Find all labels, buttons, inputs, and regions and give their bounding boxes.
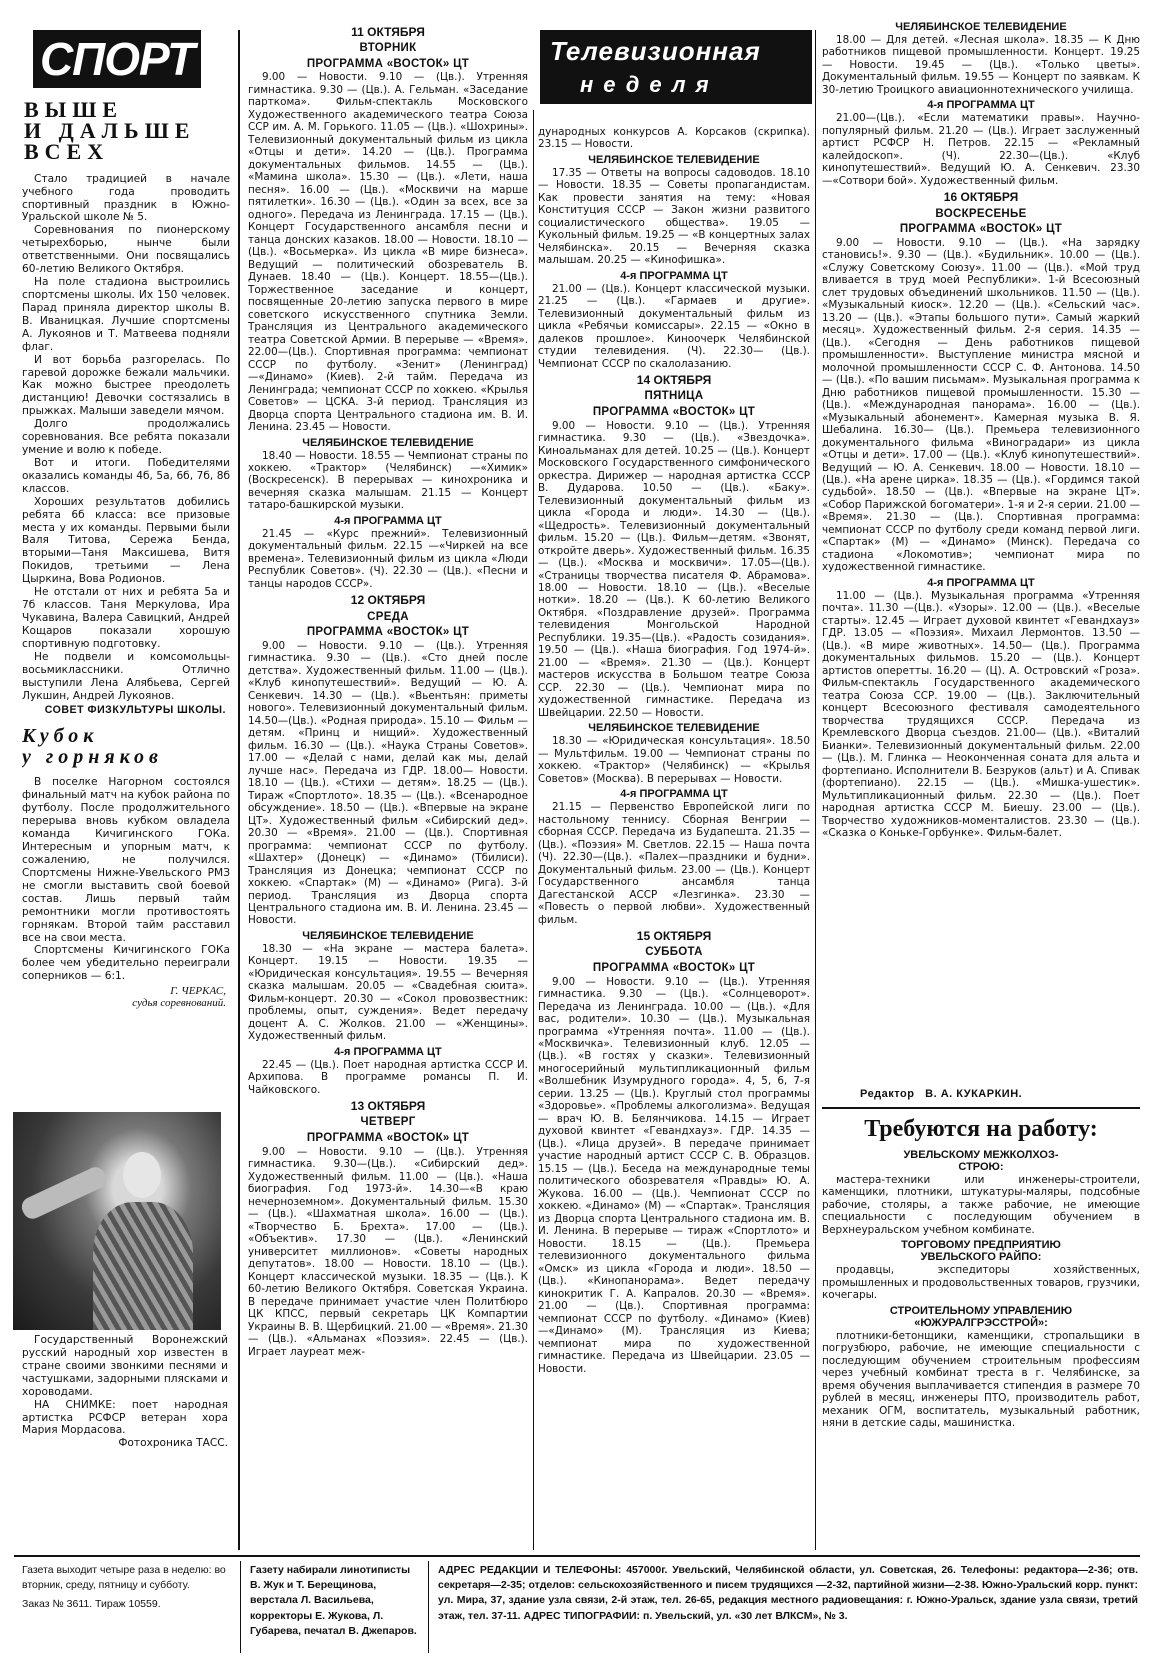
tv-column-3 (538, 126, 810, 1550)
ad-heading: СТРОИТЕЛЬНОМУ УПРАВЛЕНИЮ «ЮЖУРАЛГРЭССТРОЙ»: (889, 1304, 1073, 1329)
date-heading: 11 ОКТЯБРЯ (351, 25, 425, 39)
schedule-text: 22.45 — (Цв.). Поет народная артистка СССР И. Архипова. В программе романсы П. И. Чайковского. (248, 1058, 528, 1096)
schedule-text: 11.00 — (Цв.). Музыкальная программа «Утренняя почта». 11.30 —(Цв.). «Узоры». 12.00 — (Цв.). «Веселые старты». 12.45 — Играет духовой квинтет «Гевандхауз» ГДР. 13.05 — «Поэзия». Михаил Лермонтов. 13.50 — (Цв.). «В мире животных». 14.50— (Цв.). Программа документальных фильмов. 15.20 — (Цв.). Концерт артистов оперетты. 16.20 — (Ц). А. Островский «Гроза». Фильм-спектакль Государственного академического театра Союза ССР. 19.00 — (Цв.). Заключительный концерт Всесоюзного фестиваля самодеятельного творчества трудящихся СССР. Передача из Кремлевского Дворца съездов. 21.00— (Цв.). «Виталий Бианки». Телевизионный документальный фильм. 22.00 — (Цв.). М. Глинка — Неоконченная соната для альта и фортепиано. Исполнители В. Безруков (альт) и А. Спивак (фортепиано). 22.15 — (Цв.). «Мишка-ушестик». Мультипликационный фильм. 22.30 — (Цв.). Поет народная артистка СССР М. Биешу. 23.00 — (Цв.). Творчество художников-моменталистов. 23.30 — (Цв.). «Сказка о Коньке-Горбунке». Фильм-балет. (822, 589, 1140, 840)
weekday-heading: ЧЕТВЕРГ (360, 1116, 416, 1129)
paragraph: Вот и итоги. Победителями оказались команды 4б, 5а, 6б, 7б, 8б классов. (22, 456, 230, 495)
paragraph: Соревнования по пионерскому четырехборью, нынче были ответственными. Они посвящались 60-летию Великого Октября. (22, 224, 230, 276)
article-signature: СОВЕТ ФИЗКУЛЬТУРЫ ШКОЛЫ. (44, 704, 226, 717)
weekday-heading: ВОСКРЕСЕНЬЕ (935, 207, 1027, 220)
channel-heading: 4-я ПРОГРАММА ЦТ (927, 99, 1035, 112)
channel-heading: ЧЕЛЯБИНСКОЕ ТЕЛЕВИДЕНИЕ (588, 722, 760, 735)
program-heading: ПРОГРАММА «ВОСТОК» ЦТ (592, 961, 756, 974)
schedule-text: 21.45 — «Курс прежний». Телевизионный документальный фильм. 22.15 —«Чиркей на все времена». Телевизионный фильм из цикла «Люди Республик Советов». (Ч). 22.30 — (Цв.). «Песни и танцы народов СССР». (248, 527, 528, 590)
channel-heading: 4-я ПРОГРАММА ЦТ (620, 269, 728, 282)
tv-column-2 (248, 22, 528, 1550)
schedule-text: 9.00 — Новости. 9.10 — (Цв.). Утренняя гимнастика. 9.30—(Цв.). «Сибирский дед». Художественный фильм. 11.00 — (Цв.). «Наша биография. Год 1973-й». 14.30—«В краю нечерноземном». Документальный фильм. 15.30 — (Цв.). «Шахматная школа». 16.00 — (Цв.). «Творчество Б. Брехта». 17.00 — (Цв.). «Объектив». 17.30 — (Цв.). «Ленинский университет миллионов». «Советы народных депутатов». 18.00 — Новости. 18.10 — (Цв.). Концерт классической музыки. 18.35 — (Цв.). К 60-летию Великого Октября. Советская Украина. В передаче принимает участие член Политбюро ЦК КПСС, первый секретарь ЦК Компартии Украины В. В. Щербицкий. 21.00 — «Время». 21.30 — (Цв.). «Альманах «Поэзия». 22.45 — (Цв.). Играет лауреат меж- (248, 1145, 528, 1358)
channel-heading: ЧЕЛЯБИНСКОЕ ТЕЛЕВИДЕНИЕ (895, 21, 1067, 33)
paragraph: Не подвели и комсомольцы-восьмиклассники. Отлично выступили Лена Алябьева, Сергей Лукшин, Андрей Лукоянов. (22, 650, 230, 702)
program-heading: ПРОГРАММА «ВОСТОК» ЦТ (306, 626, 470, 639)
caption-text: НА СНИМКЕ: поет народная артистка РСФСР ветеран хора Мария Мордасова. (22, 1398, 228, 1437)
caption-text: Государственный Воронежский русский народный хор известен в стране своими звонкими песнями и частушками, задорными плясками и хороводами. (22, 1334, 228, 1398)
ad-text: продавцы, экспедиторы хозяйственных, промышленных и продовольственных товаров, грузчики, кочегары. (822, 1264, 1140, 1302)
article-signature: Г. ЧЕРКАС, судья соревнований. (132, 985, 226, 1010)
date-heading: 13 ОКТЯБРЯ (350, 1099, 426, 1114)
ads-title: Требуются на работу: (864, 1116, 1098, 1142)
date-heading: 15 ОКТЯБРЯ (636, 929, 712, 944)
editorial-address: АДРЕС РЕДАКЦИИ И ТЕЛЕФОНЫ: 457000г. Увельский, Челябинской области, ул. Советская, 26. Телефоны: редактора—2-36; отв. секретаря—2-35; отделов: сельскохозяйственного и писем трудящихся —2-32, партийной жизни—2-38. Южно-Уральский корр. пункт: ул. Мира, 37, здание узла связи, 2-й этаж, тел. 26-65, редакция местного радиовещания: г. Южно-Уральск, здание узла связи, третий этаж, тел. 37-11. АДРЕС ТИПОГРАФИИ: п. Увельский, ул. «30 лет ВЛКСМ», № 3. (438, 1564, 1138, 1622)
channel-heading: ЧЕЛЯБИНСКОЕ ТЕЛЕВИДЕНИЕ (302, 929, 474, 942)
schedule-text: дународных конкурсов А. Корсаков (скрипка). 23.15 — Новости. (538, 126, 810, 151)
section-divider (822, 1107, 1140, 1109)
imprint-footer (14, 1555, 1140, 1657)
photo-credit: Фотохроника ТАСС. (118, 1437, 228, 1450)
article-body (22, 173, 230, 703)
weekday-heading: СРЕДА (367, 610, 409, 623)
column-divider (238, 30, 240, 1550)
schedule-text: 9.00 — Новости. 9.10 — (Цв.). Утренняя гимнастика. 9.30 — (Цв.). «Звездочка». Киноальманах для детей. 10.25 — (Цв.). Концерт Московского Государственного симфонического оркестра. Дирижер — народная артистка СССР В. Дударова. 10.50 — (Цв.). «Баку». Телевизионный документальный фильм из цикла «Города и люди». 14.30 — (Цв.). «Щедрость». Телевизионный документальный фильм. 15.20 — (Цв.). Фильм—детям. «Звонят, откройте дверь». Художественный фильм. 16.35 — (Цв.). «Москва и москвичи». 17.05—(Цв.). «Страницы творчества писателя Ф. Абрамова». 18.00 — Новости. 18.10 — (Цв.). «Веселые нотки». 18.20 — (Цв.). К 60-летию Великого Октября. «Поздравление друзей». Программа телевидения Монгольской Народной Республики. 19.35—(Цв.). «Радость созидания». 19.50 — (Цв.). «Наша биография. Год 1974-й». 21.00 — «Время». 21.30 — (Цв.). Концерт мастеров искусства в Большом театре Союза ССР. 22.30 — (Цв.). Чемпионат мира по художественной гимнастике. Передача из Швейцарии. 22.50 — Новости. (538, 419, 810, 719)
sport-section-logo: СПОРТ (33, 30, 201, 88)
choir-singer-photo (13, 1112, 221, 1330)
date-heading: 16 ОКТЯБРЯ (943, 190, 1019, 205)
paragraph: Хороших результатов добились ребята 6б класса: все призовые места у их команды. Первыми были Валя Титова, Сережа Бенда, вторыми—Таня Максишева, Витя Покидов, третьими — Лена Цыркина, Вова Родионов. (22, 495, 230, 586)
weekday-heading: СУББОТА (645, 946, 703, 959)
paragraph: И вот борьба разгорелась. По гаревой дорожке бежали мальчики. Как можно быстрее преодолеть дистанцию! Девочки состязались в прыжках. Малыши заведели мячом. (22, 353, 230, 418)
tv-week-logo (540, 30, 812, 104)
schedule-text: 21.00—(Цв.). «Если математики правы». Научно-популярный фильм. 21.20 — (Цв.). Играет заслуженный артист РСФСР Н. Петров. 22.15 — «Рекламный калейдоскоп». (Ч). 22.30—(Цв.). «Клуб кинопутешествий». Ведущий Ю. А. Сенкевич. 23.30 —«Сотвори бой». Художественный фильм. (822, 112, 1140, 187)
tv-column-4 (822, 18, 1140, 1088)
print-run: Заказ № 3611. Тираж 10559. (22, 1598, 161, 1611)
photo-detail (19, 1164, 110, 1222)
job-ads (822, 1112, 1140, 1552)
paragraph: Долго продолжались соревнования. Все ребята показали умение и волю к победе. (22, 418, 230, 457)
column-divider (815, 30, 816, 1550)
ad-heading: ТОРГОВОМУ ПРЕДПРИЯТИЮ УВЕЛЬСКОГО РАЙПО: (901, 1239, 1061, 1264)
photo-detail (93, 1202, 193, 1330)
column-divider (533, 110, 534, 1550)
channel-heading: 4-я ПРОГРАММА ЦТ (927, 576, 1035, 589)
photo-caption (22, 1334, 228, 1534)
schedule-text: 21.00 — (Цв.). Концерт классической музыки. 21.25 — (Цв.). «Гармаев и другие». Телевизионный документальный фильм из цикла «Ребячьи комиссары». 22.15 — «Окно в далеков прошлое». Киноочерк Челябинской студии телевидения. (Ч). 22.30— (Цв.). Чемпионат СССР по скалолазанию. (538, 282, 810, 370)
typesetters-credit: Газету набирали линотиписты В. Жук и Т. Берещинова, верстала Л. Васильева, корректоры Е. Жукова, Л. Губарева, печатал В. Джепаров. (250, 1564, 417, 1637)
schedule-text: 9.00 — Новости. 9.10 — (Цв.). «На зарядку становись!». 9.30 — (Цв.). «Будильник». 10.00 — (Цв.). «Служу Советскому Союзу». 11.00 — (Цв.). «Мой труд вливается в труд моей Республики». 1-й Всесоюзный слет трудовых объединений школьников. 11.50 — (Цв.). «Музыкальный киоск». 12.20 — (Цв.). «Сельский час». 13.20 — (Цв.). «Этапы большого пути». Самый жаркий месяц». Художественный фильм. 2-я серия. 14.35 — (Цв.). «Сегодня — День работников пищевой промышленности». Выступление министра мясной и молочной промышленности СССР С. Ф. Антонова. 14.50 — (Цв.). «По вашим письмам». Музыкальная программа к Дню работников пищевой промышленности. 15.30 — (Цв.). «Международная панорама». 16.00 — (Цв.). «Музыкальный абонемент». Камерная музыка В. Я. Шебалина. 16.30— (Цв.). Премьера телевизионного документального фильма «Виноградари» из цикла «Отцы и дети». 17.00 — (Цв.). «Клуб кинопутешествий». Ведущий — Ю. А. Сенкевич. 18.00 — Новости. 18.10 — (Цв.). «На арене цирка». 18.35 — (Цв.). «Гордимся такой судьбой». 18.50 — (Цв.). «Впервые на экране ЦТ». «Собор Парижской богоматери». 1-я и 2-я серии. 21.00 — «Время». 21.30 — (Цв.). Спортивная программа: чемпионат СССР по футболу среди команд первой лиги. «Спартак» (М) — «Динамо» (Минск). Передача со стадиона «Локомотив»; чемпионат мира по художественной гимнастике. (822, 236, 1140, 574)
schedule-text: 9.00 — Новости. 9.10 — (Цв.). Утренняя гимнастика. 9.30 — (Цв.). «Сто дней после детства». Художественный фильм. 11.00 — (Цв.). «Клуб кинопутешествий». Ведущий — Ю. А. Сенкевич. 14.30 — (Цв.). «Вьентьян: приметы нового». Телевизионный документальный фильм. 14.50—(Цв.). «Родная природа». 15.10 — Фильм — детям. «Принц и нищий». Художественный фильм. 16.30 — (Цв.). «Наука Страны Советов». 17.00 — «Делай с нами, делай как мы, делай лучше нас». Передача из ГДР. 18.00— Новости. 18.10 — (Цв.). «Стихи — детям». 18.25 — (Цв.). Тираж «Спортлото». 18.35 — (Цв.). «Всенародное обсуждение». 18.50 — (Цв.). «Впервые на экране ЦТ». Художественный фильм «Сибирский дед». 20.30 — «Время». 21.00 — (Цв.). Спортивная программа: чемпионат СССР по футболу. «Шахтер» (Донецк) — «Динамо» (Тбилиси). Трансляция из Донецка; чемпионат СССР по хоккею. «Спартак» (М) — «Динамо» (Рига). 3-й период. Трансляция из Дворца спорта Центрального стадиона им. В. И. Ленина. 23.45 — Новости. (248, 639, 528, 927)
schedule-text: 21.15 — Первенство Европейской лиги по настольному теннису. Сборная Венгрии — сборная СССР. Передача из Будапешта. 21.35 — (Цв.). «Поэзия» М. Светлов. 22.15 — Наша почта (Ч). 22.30—(Цв.). «Палех—праздники и будни». Документальный фильм. 23.00 — (Цв.). Концерт Государственного ансамбля танца Дагестанской АССР «Лезгинка». 23.30 — «Повесть о первой любви». Художественный фильм. (538, 801, 810, 926)
ad-text: плотники-бетонщики, каменщики, стропальщики в погрузбюро, рабочие, не имеющие специальности с последующим обучением строительным профессиям через учебный комбинат треста в г. Челябинске, за время обучения выплачивается стипендия в размере 70 рублей в месяц, инженеры ПТО, производитель работ, механик ОГМ, воспитатель, музыкальный работник, няни в детские сады, машинистка. (822, 1329, 1140, 1430)
tv-week-logo-line2: неделя (580, 72, 719, 97)
weekday-heading: ПЯТНИЦА (644, 390, 704, 403)
program-heading: ПРОГРАММА «ВОСТОК» ЦТ (899, 223, 1063, 236)
paragraph: На поле стадиона выстроились спортсмены школы. Их 150 человек. Парад приняла директор школы В. В. Иваницкая. Лучшие спортсмены А. Лукоянов и Т. Матвеева подняли флаг. (22, 276, 230, 353)
publication-schedule (22, 1557, 232, 1663)
footer-divider (428, 1561, 429, 1653)
channel-heading: ЧЕЛЯБИНСКОЕ ТЕЛЕВИДЕНИЕ (302, 436, 474, 449)
paragraph: Не отстали от них и ребята 5а и 7б классов. Таня Меркулова, Ира Чукавина, Валера Савицкий, Андрей Кощаров показали хорошую спортивную подготовку. (22, 586, 230, 650)
ad-heading: УВЕЛЬСКОМУ МЕЖКОЛХОЗ- СТРОЮ: (903, 1149, 1059, 1173)
article-headline: ВЫШЕ И ДАЛЬШЕ ВСЕХ (24, 97, 196, 164)
article-body (22, 776, 230, 983)
ad-text: мастера-техники или инженеры-строители, каменщики, плотники, штукатуры-маляры, подсобные рабочие, столяры, а также рабочие, не имеющие специальности с последующим обучением в Верхнеуральском учебном комбинате. (822, 1174, 1140, 1236)
program-heading: ПРОГРАММА «ВОСТОК» ЦТ (306, 57, 470, 70)
channel-heading: ЧЕЛЯБИНСКОЕ ТЕЛЕВИДЕНИЕ (588, 153, 760, 166)
article-headline: Кубок у горняков (22, 725, 163, 769)
paragraph: Спортсмены Кичигинского ГОКа более чем убедительно переиграли соперников — 6:1. (22, 944, 230, 983)
footer-divider (240, 1561, 241, 1653)
schedule-text: 18.00 — Для детей. «Лесная школа». 18.35 — К Дню работников пищевой промышленности. Концерт. 19.25 — Новости. 19.45 — (Цв.). «Только цветы». Документальный фильм. 19.55 — Концерт по заявкам. К 30-летию Троицкого авиационнотехнического училища. (822, 34, 1140, 96)
tv-week-logo-line1: Телевизионная (550, 36, 761, 66)
date-heading: 14 ОКТЯБРЯ (636, 373, 712, 388)
channel-heading: 4-я ПРОГРАММА ЦТ (334, 514, 442, 527)
paragraph: Стало традицией в начале учебного года проводить спортивный праздник в Южно-Уральской школе № 5. (22, 172, 230, 224)
editor-line: Редактор В. А. КУКАРКИН. (860, 1088, 1023, 1100)
sport-column (22, 96, 230, 1111)
date-heading: 12 ОКТЯБРЯ (350, 593, 426, 608)
schedule-text: 9.00 — Новости. 9.10 — (Цв.). Утренняя гимнастика. 9.30 — (Цв.). «Солнцеворот». Передача из Ленинграда. 10.00 — (Цв.). «Для вас, родители». 10.30 — (Цв.). Музыкальная программа «Утренняя почта». 11.00 — (Цв.). «Москвичка». Телевизионный клуб. 12.05 — (Цв.). «В гостях у сказки». Телевизионный многосерийный мультипликационный фильм «Волшебник Изумрудного города». 4, 5, 6, 7-я серии. 13.25 — (Цв.). Круглый стол программы «Здоровье». «Проблемы алкоголизма». Ведущая — врач Ю. В. Белянчикова. 14.15 — Играет духовой квинтет «Гевандхауз». ГДР. 14.35 — (Цв.). «Лица друзей». В передаче принимает участие народный артист СССР С. В. Образцов. 15.15 — (Цв.). Беседа на международные темы политического обозревателя «Правды» Ю. А. Жукова. 16.00 — (Цв.). Чемпионат СССР по хоккею. «Динамо» (М) — «Спартак». Трансляция из Дворца спорта Центрального стадиона им. В. И. Ленина. В перерыве — тираж «Спортлото» и Новости. 18.15 — (Цв.). Премьера телевизионного документального фильма «Омск» из цикла «Города и люди». 18.50 — (Цв.). «Кинопанорама». Ведет передачу кинокритик Г. А. Капралов. 20.30 — «Время». 21.00 — (Цв.). Спортивная программа: чемпионат СССР по футболу. «Динамо» (Киев)—«Динамо» (М). Трансляция из Киева; чемпионат мира по художественной гимнастике. Передача из Швейцарии. 23.05 — Новости. (538, 975, 810, 1375)
program-heading: ПРОГРАММА «ВОСТОК» ЦТ (306, 1132, 470, 1145)
schedule-text: 18.30 — «На экране — мастера балета». Концерт. 19.15 — Новости. 19.35 — «Юридическая консультация». 19.55 — Вечерняя сказка малышам. 20.05 — «Свадебная сюита». Фильм-концерт. 20.30 — «Сокол провозвестник: проблемы, опыт, суждения». Ведет передачу доцент А. С. Жолков. 21.00 — «Женщины». Художественный фильм. (248, 942, 528, 1043)
schedule-text: 18.30 — «Юридическая консультация». 18.50 — Мультфильм. 19.00 — Чемпионат страны по хоккею. «Трактор» (Челябинск) — «Крылья Советов» (Москва). В перерывах — Новости. (538, 735, 810, 785)
channel-heading: 4-я ПРОГРАММА ЦТ (620, 788, 728, 801)
schedule-note: Газета выходит четыре раза в неделю: во вторник, среду, пятницу и субботу. (22, 1564, 226, 1592)
weekday-heading: ВТОРНИК (359, 42, 417, 55)
paragraph: В поселке Нагорном состоялся финальный матч на кубок района по футболу. После продолжительного перерыва вновь кубком овладела команда Кичигинского ГОКа. Интересным и упорным матч, к сожалению, не получился. Спортсмены Нижне-Увельского РМЗ не смогли выставить свой боевой состав. Лишь первый тайм ремонтники могли противостоять горнякам. Второй тайм расставил все на свои места. (22, 776, 230, 944)
schedule-text: 17.35 — Ответы на вопросы садоводов. 18.10 — Новости. 18.35 — Советы пропагандистам. Как провести занятия на тему: «Новая Конституция СССР — Закон жизни развитого социалистического общества». 19.05 — Кукольный фильм. 19.25 — «В концертных залах Челябинска». 20.15 — Вечерняя сказка малышам. 20.25 — «Кинофишка». (538, 166, 810, 267)
schedule-text: 18.40 — Новости. 18.55 — Чемпионат страны по хоккею. «Трактор» (Челябинск) —«Химик» (Воскресенск). В перерывах — кинохроника и вечерняя сказка малышам. 21.15 — Концерт татаро-башкирской музыки. (248, 449, 528, 512)
photo-detail (123, 1152, 161, 1198)
schedule-text: 9.00 — Новости. 9.10 — (Цв.). Утренняя гимнастика. 9.30 — (Цв.). А. Гельман. «Заседание парткома». Фильм-спектакль Московского Художественного академического театра Союза ССР им. А. М. Горького. 11.05 — (Цв.). «Шохрины». Телевизионный документальный фильм из цикла «Отцы и дети». 14.20 — (Цв.). Программа документальных фильмов. 14.55 — (Цв.). «Мамина школа». 15.30 — (Цв.). «Лети, наша песня». 16.00 — (Цв.). «Москвичи на марше пятилетки». 16.30 — (Цв.). «Один за всех, все за одного». Передача из Ленинграда. 17.15 — (Цв.). Концерт Государственного ансамбля песни и танца донских казаков. 18.00 — Новости. 18.10 — (Цв.). «Восьмерка». Из цикла «В мире бизнеса». Ведущий — политический обозреватель В. Дунаев. 18.40 — (Цв.). Концерт. 18.55—(Цв.). Торжественное заседание и концерт, посвященные 20-летию запуска первого в мире советского искусственного спутника Земли. Трансляция из Центрального академического театра Советской Армии. В перерыве — «Время». 22.00—(Цв.). Спортивная программа: чемпионат СССР по футболу. «Зенит» (Ленинград)—«Динамо» (Киев). 2-й тайм. Передача из Ленинграда; чемпионат СССР по хоккею. «Крылья Советов» — ЦСКА. 3-й период. Трансляция из Дворца спорта Центрального стадиона им. В. И. Ленина. 23.45 — Новости. (248, 71, 528, 434)
program-heading: ПРОГРАММА «ВОСТОК» ЦТ (592, 406, 756, 419)
channel-heading: 4-я ПРОГРАММА ЦТ (334, 1045, 442, 1058)
